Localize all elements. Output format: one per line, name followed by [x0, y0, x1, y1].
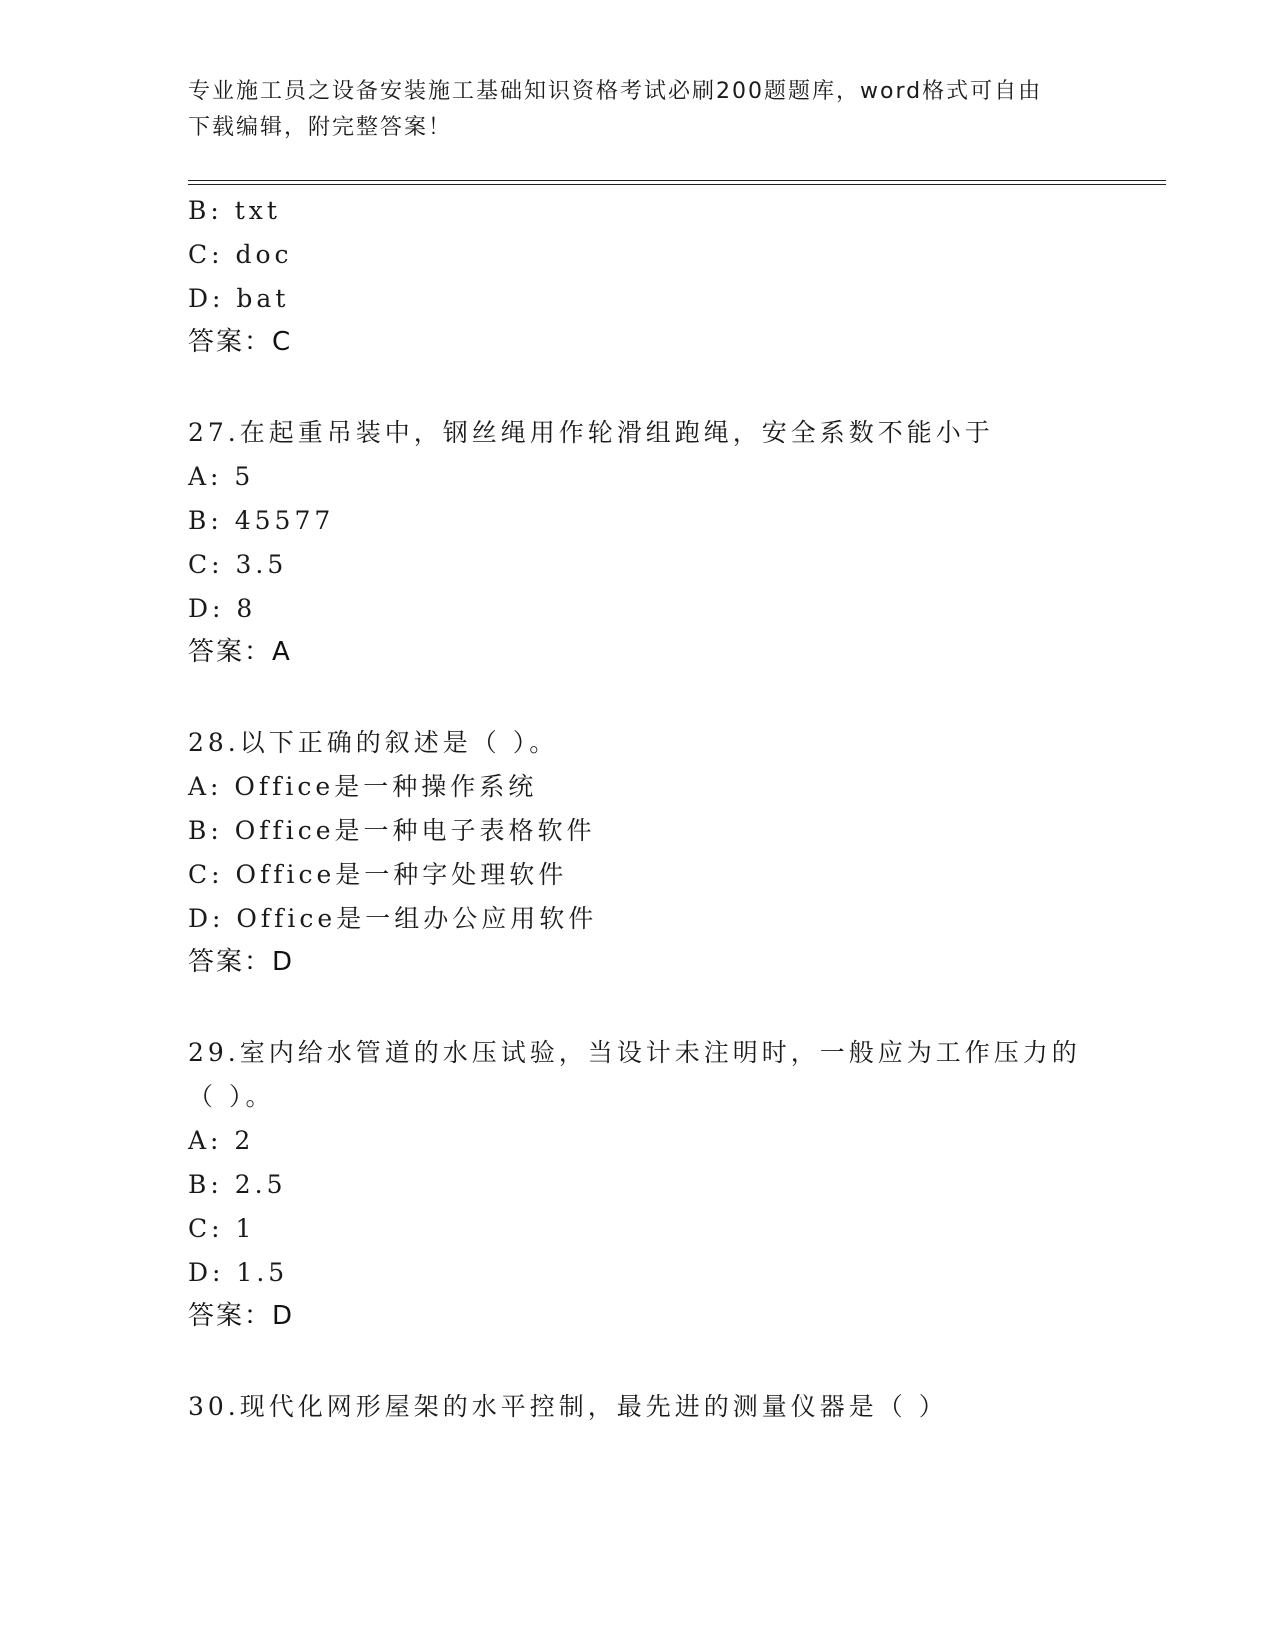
q29-question-line-1: 29.室内给水管道的水压试验，当设计未注明时，一般应为工作压力的: [188, 1038, 1081, 1067]
q28-answer: 答案：D: [188, 947, 295, 977]
q29-option-d: D: 1.5: [188, 1258, 289, 1287]
q26-option-d: D: bat: [188, 284, 290, 313]
header-line-2: 下载编辑，附完整答案！: [188, 115, 453, 140]
q27-question: 27.在起重吊装中，钢丝绳用作轮滑组跑绳，安全系数不能小于: [188, 418, 994, 447]
header-divider-bottom: [188, 184, 1166, 185]
q26-option-c: C: doc: [188, 240, 293, 269]
q28-option-c: C: Office是一种字处理软件: [188, 860, 568, 889]
q27-option-c: C: 3.5: [188, 550, 288, 579]
q29-option-a: A: 2: [188, 1126, 255, 1155]
q26-answer: 答案：C: [188, 327, 293, 357]
q27-option-b: B: 45577: [188, 506, 335, 535]
q27-option-a: A: 5: [188, 462, 255, 491]
q29-answer: 答案：D: [188, 1301, 295, 1331]
q28-option-a: A: Office是一种操作系统: [188, 772, 538, 801]
q30-question: 30.现代化网形屋架的水平控制，最先进的测量仪器是（ ）: [188, 1392, 948, 1421]
q29-option-b: B: 2.5: [188, 1170, 287, 1199]
header-divider-top: [188, 180, 1166, 181]
document-header: [188, 74, 1088, 146]
q27-option-d: D: 8: [188, 594, 257, 623]
header-line-1: 专业施工员之设备安装施工基础知识资格考试必刷200题题库，word格式可自由: [188, 79, 1043, 104]
q29-option-c: C: 1: [188, 1214, 256, 1243]
q26-option-b: B: txt: [188, 196, 281, 225]
q28-option-b: B: Office是一种电子表格软件: [188, 816, 596, 845]
q28-option-d: D: Office是一组办公应用软件: [188, 904, 598, 933]
q28-question: 28.以下正确的叙述是（ ）。: [188, 728, 559, 757]
q27-answer: 答案：A: [188, 637, 292, 667]
q29-question-line-2: （ ）。: [188, 1082, 275, 1111]
